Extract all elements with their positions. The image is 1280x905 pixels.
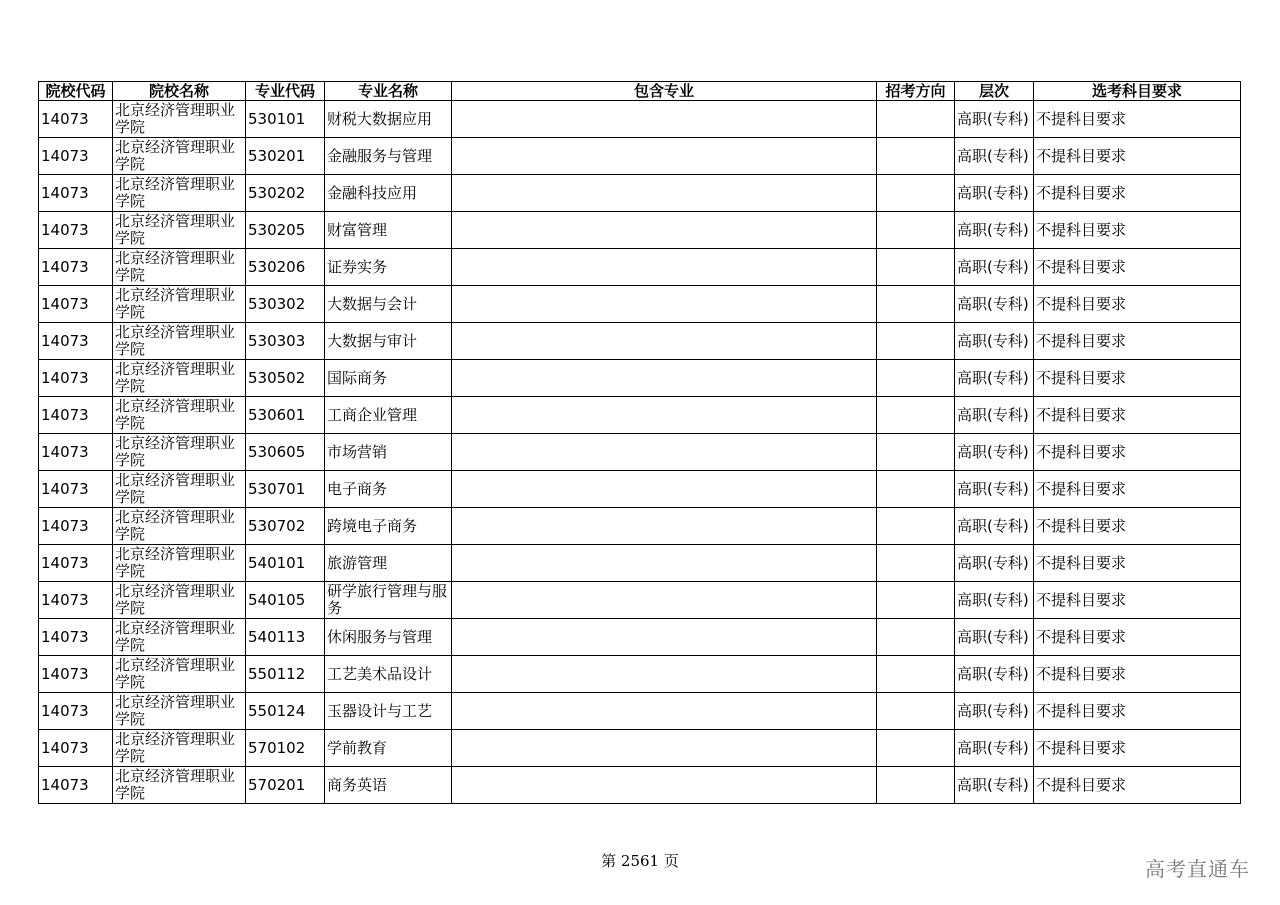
table-row — [39, 286, 1241, 323]
cell-major-name: 玉器设计与工艺 — [325, 693, 452, 730]
cell-major-name: 证券实务 — [325, 249, 452, 286]
cell-included-majors — [452, 323, 877, 360]
header-major-code: 专业代码 — [246, 82, 325, 101]
cell-major-name: 休闲服务与管理 — [325, 619, 452, 656]
cell-school-name: 北京经济管理职业学院 — [113, 138, 246, 175]
cell-direction — [877, 286, 955, 323]
cell-subject-requirement: 不提科目要求 — [1034, 360, 1241, 397]
cell-school-name: 北京经济管理职业学院 — [113, 397, 246, 434]
table-row — [39, 249, 1241, 286]
cell-subject-requirement: 不提科目要求 — [1034, 508, 1241, 545]
table-row — [39, 693, 1241, 730]
cell-major-name: 国际商务 — [325, 360, 452, 397]
cell-level: 高职(专科) — [955, 656, 1034, 693]
cell-subject-requirement: 不提科目要求 — [1034, 212, 1241, 249]
cell-included-majors — [452, 175, 877, 212]
cell-school-name: 北京经济管理职业学院 — [113, 730, 246, 767]
cell-included-majors — [452, 582, 877, 619]
cell-school-code: 14073 — [39, 619, 113, 656]
table-row — [39, 175, 1241, 212]
cell-subject-requirement: 不提科目要求 — [1034, 693, 1241, 730]
cell-school-name: 北京经济管理职业学院 — [113, 175, 246, 212]
cell-major-name: 旅游管理 — [325, 545, 452, 582]
cell-school-name: 北京经济管理职业学院 — [113, 286, 246, 323]
cell-level: 高职(专科) — [955, 323, 1034, 360]
cell-subject-requirement: 不提科目要求 — [1034, 730, 1241, 767]
cell-direction — [877, 693, 955, 730]
cell-school-code: 14073 — [39, 656, 113, 693]
cell-major-code: 530206 — [246, 249, 325, 286]
cell-direction — [877, 212, 955, 249]
cell-major-code: 530302 — [246, 286, 325, 323]
table-row — [39, 545, 1241, 582]
cell-included-majors — [452, 471, 877, 508]
cell-included-majors — [452, 397, 877, 434]
cell-level: 高职(专科) — [955, 397, 1034, 434]
cell-major-name: 研学旅行管理与服务 — [325, 582, 452, 619]
cell-school-name: 北京经济管理职业学院 — [113, 545, 246, 582]
cell-school-code: 14073 — [39, 397, 113, 434]
table-row — [39, 582, 1241, 619]
cell-direction — [877, 323, 955, 360]
cell-major-code: 530303 — [246, 323, 325, 360]
cell-major-name: 跨境电子商务 — [325, 508, 452, 545]
cell-direction — [877, 434, 955, 471]
cell-school-code: 14073 — [39, 138, 113, 175]
cell-major-code: 550112 — [246, 656, 325, 693]
cell-major-name: 工艺美术品设计 — [325, 656, 452, 693]
cell-direction — [877, 656, 955, 693]
cell-direction — [877, 582, 955, 619]
cell-major-code: 530101 — [246, 101, 325, 138]
cell-level: 高职(专科) — [955, 693, 1034, 730]
cell-school-name: 北京经济管理职业学院 — [113, 323, 246, 360]
cell-direction — [877, 767, 955, 804]
cell-school-code: 14073 — [39, 101, 113, 138]
cell-major-name: 财富管理 — [325, 212, 452, 249]
cell-school-code: 14073 — [39, 323, 113, 360]
cell-major-code: 570102 — [246, 730, 325, 767]
table-row — [39, 212, 1241, 249]
cell-major-name: 学前教育 — [325, 730, 452, 767]
cell-subject-requirement: 不提科目要求 — [1034, 249, 1241, 286]
table-row — [39, 619, 1241, 656]
table-row — [39, 323, 1241, 360]
cell-included-majors — [452, 656, 877, 693]
cell-school-code: 14073 — [39, 582, 113, 619]
header-included-majors: 包含专业 — [452, 82, 877, 101]
cell-direction — [877, 619, 955, 656]
watermark: 高考直通车 — [1145, 857, 1250, 881]
header-school-code: 院校代码 — [39, 82, 113, 101]
cell-major-name: 电子商务 — [325, 471, 452, 508]
cell-level: 高职(专科) — [955, 434, 1034, 471]
cell-direction — [877, 545, 955, 582]
cell-major-code: 530701 — [246, 471, 325, 508]
cell-major-name: 大数据与会计 — [325, 286, 452, 323]
cell-level: 高职(专科) — [955, 138, 1034, 175]
cell-direction — [877, 101, 955, 138]
page-number: 第 2561 页 — [601, 852, 679, 870]
cell-school-name: 北京经济管理职业学院 — [113, 471, 246, 508]
cell-school-code: 14073 — [39, 693, 113, 730]
cell-included-majors — [452, 508, 877, 545]
cell-subject-requirement: 不提科目要求 — [1034, 286, 1241, 323]
cell-major-name: 金融服务与管理 — [325, 138, 452, 175]
cell-subject-requirement: 不提科目要求 — [1034, 582, 1241, 619]
cell-included-majors — [452, 360, 877, 397]
cell-level: 高职(专科) — [955, 508, 1034, 545]
table-header-row — [39, 82, 1241, 101]
cell-major-code: 570201 — [246, 767, 325, 804]
cell-major-code: 540101 — [246, 545, 325, 582]
cell-major-code: 540105 — [246, 582, 325, 619]
table-row — [39, 508, 1241, 545]
table-row — [39, 471, 1241, 508]
cell-level: 高职(专科) — [955, 212, 1034, 249]
cell-major-name: 工商企业管理 — [325, 397, 452, 434]
cell-major-code: 530605 — [246, 434, 325, 471]
cell-included-majors — [452, 619, 877, 656]
table-body — [39, 101, 1241, 804]
cell-subject-requirement: 不提科目要求 — [1034, 471, 1241, 508]
cell-level: 高职(专科) — [955, 360, 1034, 397]
cell-subject-requirement: 不提科目要求 — [1034, 323, 1241, 360]
cell-major-code: 530601 — [246, 397, 325, 434]
table-row — [39, 101, 1241, 138]
cell-school-code: 14073 — [39, 508, 113, 545]
cell-school-name: 北京经济管理职业学院 — [113, 101, 246, 138]
cell-included-majors — [452, 545, 877, 582]
cell-direction — [877, 138, 955, 175]
cell-subject-requirement: 不提科目要求 — [1034, 101, 1241, 138]
cell-school-name: 北京经济管理职业学院 — [113, 656, 246, 693]
table-row — [39, 138, 1241, 175]
cell-major-name: 市场营销 — [325, 434, 452, 471]
cell-major-code: 540113 — [246, 619, 325, 656]
table-row — [39, 397, 1241, 434]
cell-included-majors — [452, 101, 877, 138]
header-level: 层次 — [955, 82, 1034, 101]
cell-subject-requirement: 不提科目要求 — [1034, 619, 1241, 656]
cell-major-name: 财税大数据应用 — [325, 101, 452, 138]
cell-subject-requirement: 不提科目要求 — [1034, 175, 1241, 212]
cell-level: 高职(专科) — [955, 286, 1034, 323]
header-subject-requirement: 选考科目要求 — [1034, 82, 1241, 101]
cell-school-code: 14073 — [39, 212, 113, 249]
cell-school-name: 北京经济管理职业学院 — [113, 693, 246, 730]
header-school-name: 院校名称 — [113, 82, 246, 101]
cell-school-code: 14073 — [39, 286, 113, 323]
cell-subject-requirement: 不提科目要求 — [1034, 397, 1241, 434]
cell-included-majors — [452, 212, 877, 249]
cell-level: 高职(专科) — [955, 730, 1034, 767]
cell-major-code: 550124 — [246, 693, 325, 730]
cell-school-code: 14073 — [39, 471, 113, 508]
cell-school-code: 14073 — [39, 360, 113, 397]
cell-school-name: 北京经济管理职业学院 — [113, 360, 246, 397]
table-row — [39, 434, 1241, 471]
cell-major-code: 530702 — [246, 508, 325, 545]
cell-direction — [877, 175, 955, 212]
cell-level: 高职(专科) — [955, 175, 1034, 212]
cell-major-code: 530205 — [246, 212, 325, 249]
cell-direction — [877, 397, 955, 434]
cell-level: 高职(专科) — [955, 471, 1034, 508]
cell-major-code: 530201 — [246, 138, 325, 175]
table-row — [39, 656, 1241, 693]
cell-school-code: 14073 — [39, 767, 113, 804]
cell-included-majors — [452, 434, 877, 471]
cell-school-code: 14073 — [39, 249, 113, 286]
cell-school-code: 14073 — [39, 730, 113, 767]
cell-school-name: 北京经济管理职业学院 — [113, 767, 246, 804]
cell-school-code: 14073 — [39, 434, 113, 471]
cell-direction — [877, 730, 955, 767]
cell-level: 高职(专科) — [955, 545, 1034, 582]
cell-level: 高职(专科) — [955, 767, 1034, 804]
cell-school-name: 北京经济管理职业学院 — [113, 508, 246, 545]
table-row — [39, 730, 1241, 767]
cell-school-name: 北京经济管理职业学院 — [113, 619, 246, 656]
cell-level: 高职(专科) — [955, 101, 1034, 138]
cell-level: 高职(专科) — [955, 619, 1034, 656]
cell-school-name: 北京经济管理职业学院 — [113, 212, 246, 249]
cell-included-majors — [452, 138, 877, 175]
cell-level: 高职(专科) — [955, 582, 1034, 619]
cell-level: 高职(专科) — [955, 249, 1034, 286]
header-direction: 招考方向 — [877, 82, 955, 101]
cell-direction — [877, 508, 955, 545]
cell-major-code: 530202 — [246, 175, 325, 212]
cell-direction — [877, 360, 955, 397]
cell-direction — [877, 471, 955, 508]
cell-school-code: 14073 — [39, 175, 113, 212]
cell-subject-requirement: 不提科目要求 — [1034, 434, 1241, 471]
admission-table — [38, 81, 1241, 804]
cell-included-majors — [452, 249, 877, 286]
cell-subject-requirement: 不提科目要求 — [1034, 656, 1241, 693]
cell-included-majors — [452, 286, 877, 323]
cell-major-code: 530502 — [246, 360, 325, 397]
cell-subject-requirement: 不提科目要求 — [1034, 767, 1241, 804]
header-major-name: 专业名称 — [325, 82, 452, 101]
cell-major-name: 大数据与审计 — [325, 323, 452, 360]
cell-school-code: 14073 — [39, 545, 113, 582]
cell-school-name: 北京经济管理职业学院 — [113, 582, 246, 619]
cell-subject-requirement: 不提科目要求 — [1034, 545, 1241, 582]
cell-subject-requirement: 不提科目要求 — [1034, 138, 1241, 175]
table-row — [39, 767, 1241, 804]
cell-school-name: 北京经济管理职业学院 — [113, 434, 246, 471]
cell-school-name: 北京经济管理职业学院 — [113, 249, 246, 286]
cell-included-majors — [452, 767, 877, 804]
cell-major-name: 金融科技应用 — [325, 175, 452, 212]
cell-included-majors — [452, 693, 877, 730]
cell-major-name: 商务英语 — [325, 767, 452, 804]
table-row — [39, 360, 1241, 397]
cell-direction — [877, 249, 955, 286]
cell-included-majors — [452, 730, 877, 767]
